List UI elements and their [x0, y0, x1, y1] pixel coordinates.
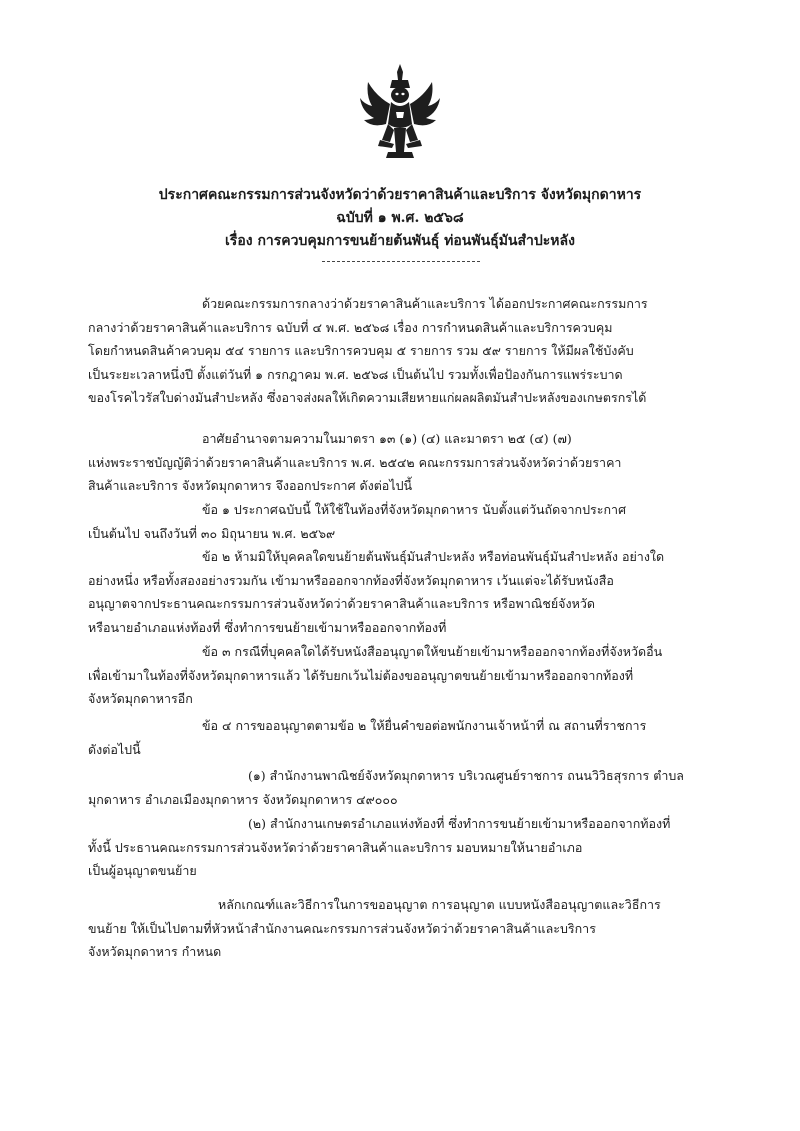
text-line: ข้อ ๓ กรณีที่บุคคลใดได้รับหนังสืออนุญาตให้ขนย้ายเข้ามาหรือออกจากท้องที่จังหวัดอื่น: [202, 644, 663, 659]
text-line: เป็นผู้อนุญาตขนย้าย: [88, 863, 197, 878]
text-line: อนุญาตจากประธานคณะกรรมการส่วนจังหวัดว่าด้วยราคาสินค้าและบริการ หรือพาณิชย์จังหวัด: [88, 596, 595, 611]
criteria-paragraph: [88, 893, 710, 964]
text-line: ข้อ ๔ การขออนุญาตตามข้อ ๒ ให้ยื่นคำขอต่อพนักงานเจ้าหน้าที่ ณ สถานที่ราชการ: [202, 718, 647, 733]
text-line: หรือนายอำเภอแห่งท้องที่ ซึ่งทำการขนย้ายเข้ามาหรือออกจากท้องที่: [88, 619, 447, 635]
clause-4-item-2: [88, 812, 710, 883]
text-line: ข้อ ๒ ห้ามมิให้บุคคลใดขนย้ายต้นพันธุ์มันสำปะหลัง หรือท่อนพันธุ์มันสำปะหลัง อย่างใด: [202, 549, 665, 564]
text-line: (๑) สำนักงานพาณิชย์จังหวัดมุกดาหาร บริเวณศูนย์ราชการ ถนนวิวิธสุรการ ตำบล: [248, 768, 684, 783]
clause-2: [88, 545, 710, 639]
preamble-paragraph: [88, 292, 710, 410]
clause-4-item-1: [88, 764, 710, 811]
garuda-emblem-icon: [358, 62, 442, 160]
text-line: แห่งพระราชบัญญัติว่าด้วยราคาสินค้าและบริการ พ.ศ. ๒๕๔๒ คณะกรรมการส่วนจังหวัดว่าด้วยราคา: [88, 454, 622, 470]
announcement-subject: เรื่อง การควบคุมการขนย้ายต้นพันธุ์ ท่อนพันธุ์มันสำปะหลัง: [225, 233, 575, 249]
announcement-issue: ฉบับที่ ๑ พ.ศ. ๒๕๖๘: [336, 210, 464, 226]
text-line: เป็นระยะเวลาหนึ่งปี ตั้งแต่วันที่ ๑ กรกฎาคม พ.ศ. ๒๕๖๘ เป็นต้นไป รวมทั้งเพื่อป้องกันการแพร่ระบาด: [88, 366, 623, 382]
text-line: (๒) สำนักงานเกษตรอำเภอแห่งท้องที่ ซึ่งทำการขนย้ายเข้ามาหรือออกจากท้องที่: [248, 816, 671, 831]
text-line: กลางว่าด้วยราคาสินค้าและบริการ ฉบับที่ ๔ พ.ศ. ๒๕๖๘ เรื่อง การกำหนดสินค้าและบริการควบคุม: [88, 319, 613, 335]
text-line: ของโรคไวรัสใบด่างมันสำปะหลัง ซึ่งอาจส่งผลให้เกิดความเสียหายแก่ผลผลิตมันสำปะหลังของเกษตรกรได้: [88, 390, 647, 405]
announcement-title: ประกาศคณะกรรมการส่วนจังหวัดว่าด้วยราคาสินค้าและบริการ จังหวัดมุกดาหาร: [158, 187, 642, 203]
text-line: โดยกำหนดสินค้าควบคุม ๕๔ รายการ และบริการควบคุม ๕ รายการ รวม ๕๙ รายการ ให้มีผลใช้บังคับ: [88, 343, 634, 358]
text-line: อย่างหนึ่ง หรือทั้งสองอย่างรวมกัน เข้ามาหรือออกจากท้องที่จังหวัดมุกดาหาร เว้นแต่จะได้รับหนังสือ: [88, 572, 614, 588]
text-line: ด้วยคณะกรรมการกลางว่าด้วยราคาสินค้าและบริการ ได้ออกประกาศคณะกรรมการ: [202, 296, 648, 311]
text-line: ทั้งนี้ ประธานคณะกรรมการส่วนจังหวัดว่าด้วยราคาสินค้าและบริการ มอบหมายให้นายอำเภอ: [88, 839, 583, 855]
text-line: จังหวัดมุกดาหารอีก: [88, 691, 193, 706]
text-line: จังหวัดมุกดาหาร กำหนด: [88, 944, 222, 959]
announcement-header: [100, 184, 700, 253]
text-line: หลักเกณฑ์และวิธีการในการขออนุญาต การอนุญาต แบบหนังสืออนุญาตและวิธีการ: [218, 897, 661, 912]
text-line: ขนย้าย ให้เป็นไปตามที่หัวหน้าสำนักงานคณะกรรมการส่วนจังหวัดว่าด้วยราคาสินค้าและบริการ: [88, 920, 596, 936]
authority-paragraph: [88, 427, 710, 498]
text-line: ข้อ ๑ ประกาศฉบับนี้ ให้ใช้ในท้องที่จังหวัดมุกดาหาร นับตั้งแต่วันถัดจากประกาศ: [202, 502, 627, 517]
text-line: เพื่อเข้ามาในท้องที่จังหวัดมุกดาหารแล้ว ได้รับยกเว้นไม่ต้องขออนุญาตขนย้ายเข้ามาหรือออกจากท้องที่: [88, 667, 634, 683]
header-divider: [322, 261, 480, 262]
text-line: ดังต่อไปนี้: [88, 741, 141, 757]
clause-1: [88, 498, 710, 545]
text-line: อาศัยอำนาจตามความในมาตรา ๑๓ (๑) (๔) และมาตรา ๒๕ (๔) (๗): [202, 431, 572, 446]
text-line: สินค้าและบริการ จังหวัดมุกดาหาร จึงออกประกาศ ดังต่อไปนี้: [88, 478, 413, 493]
text-line: เป็นต้นไป จนถึงวันที่ ๓๐ มิถุนายน พ.ศ. ๒๕๖๙: [88, 525, 336, 541]
clause-3: [88, 640, 710, 711]
text-line: มุกดาหาร อำเภอเมืองมุกดาหาร จังหวัดมุกดาหาร ๔๙๐๐๐: [88, 791, 398, 807]
clause-4: [88, 714, 710, 761]
